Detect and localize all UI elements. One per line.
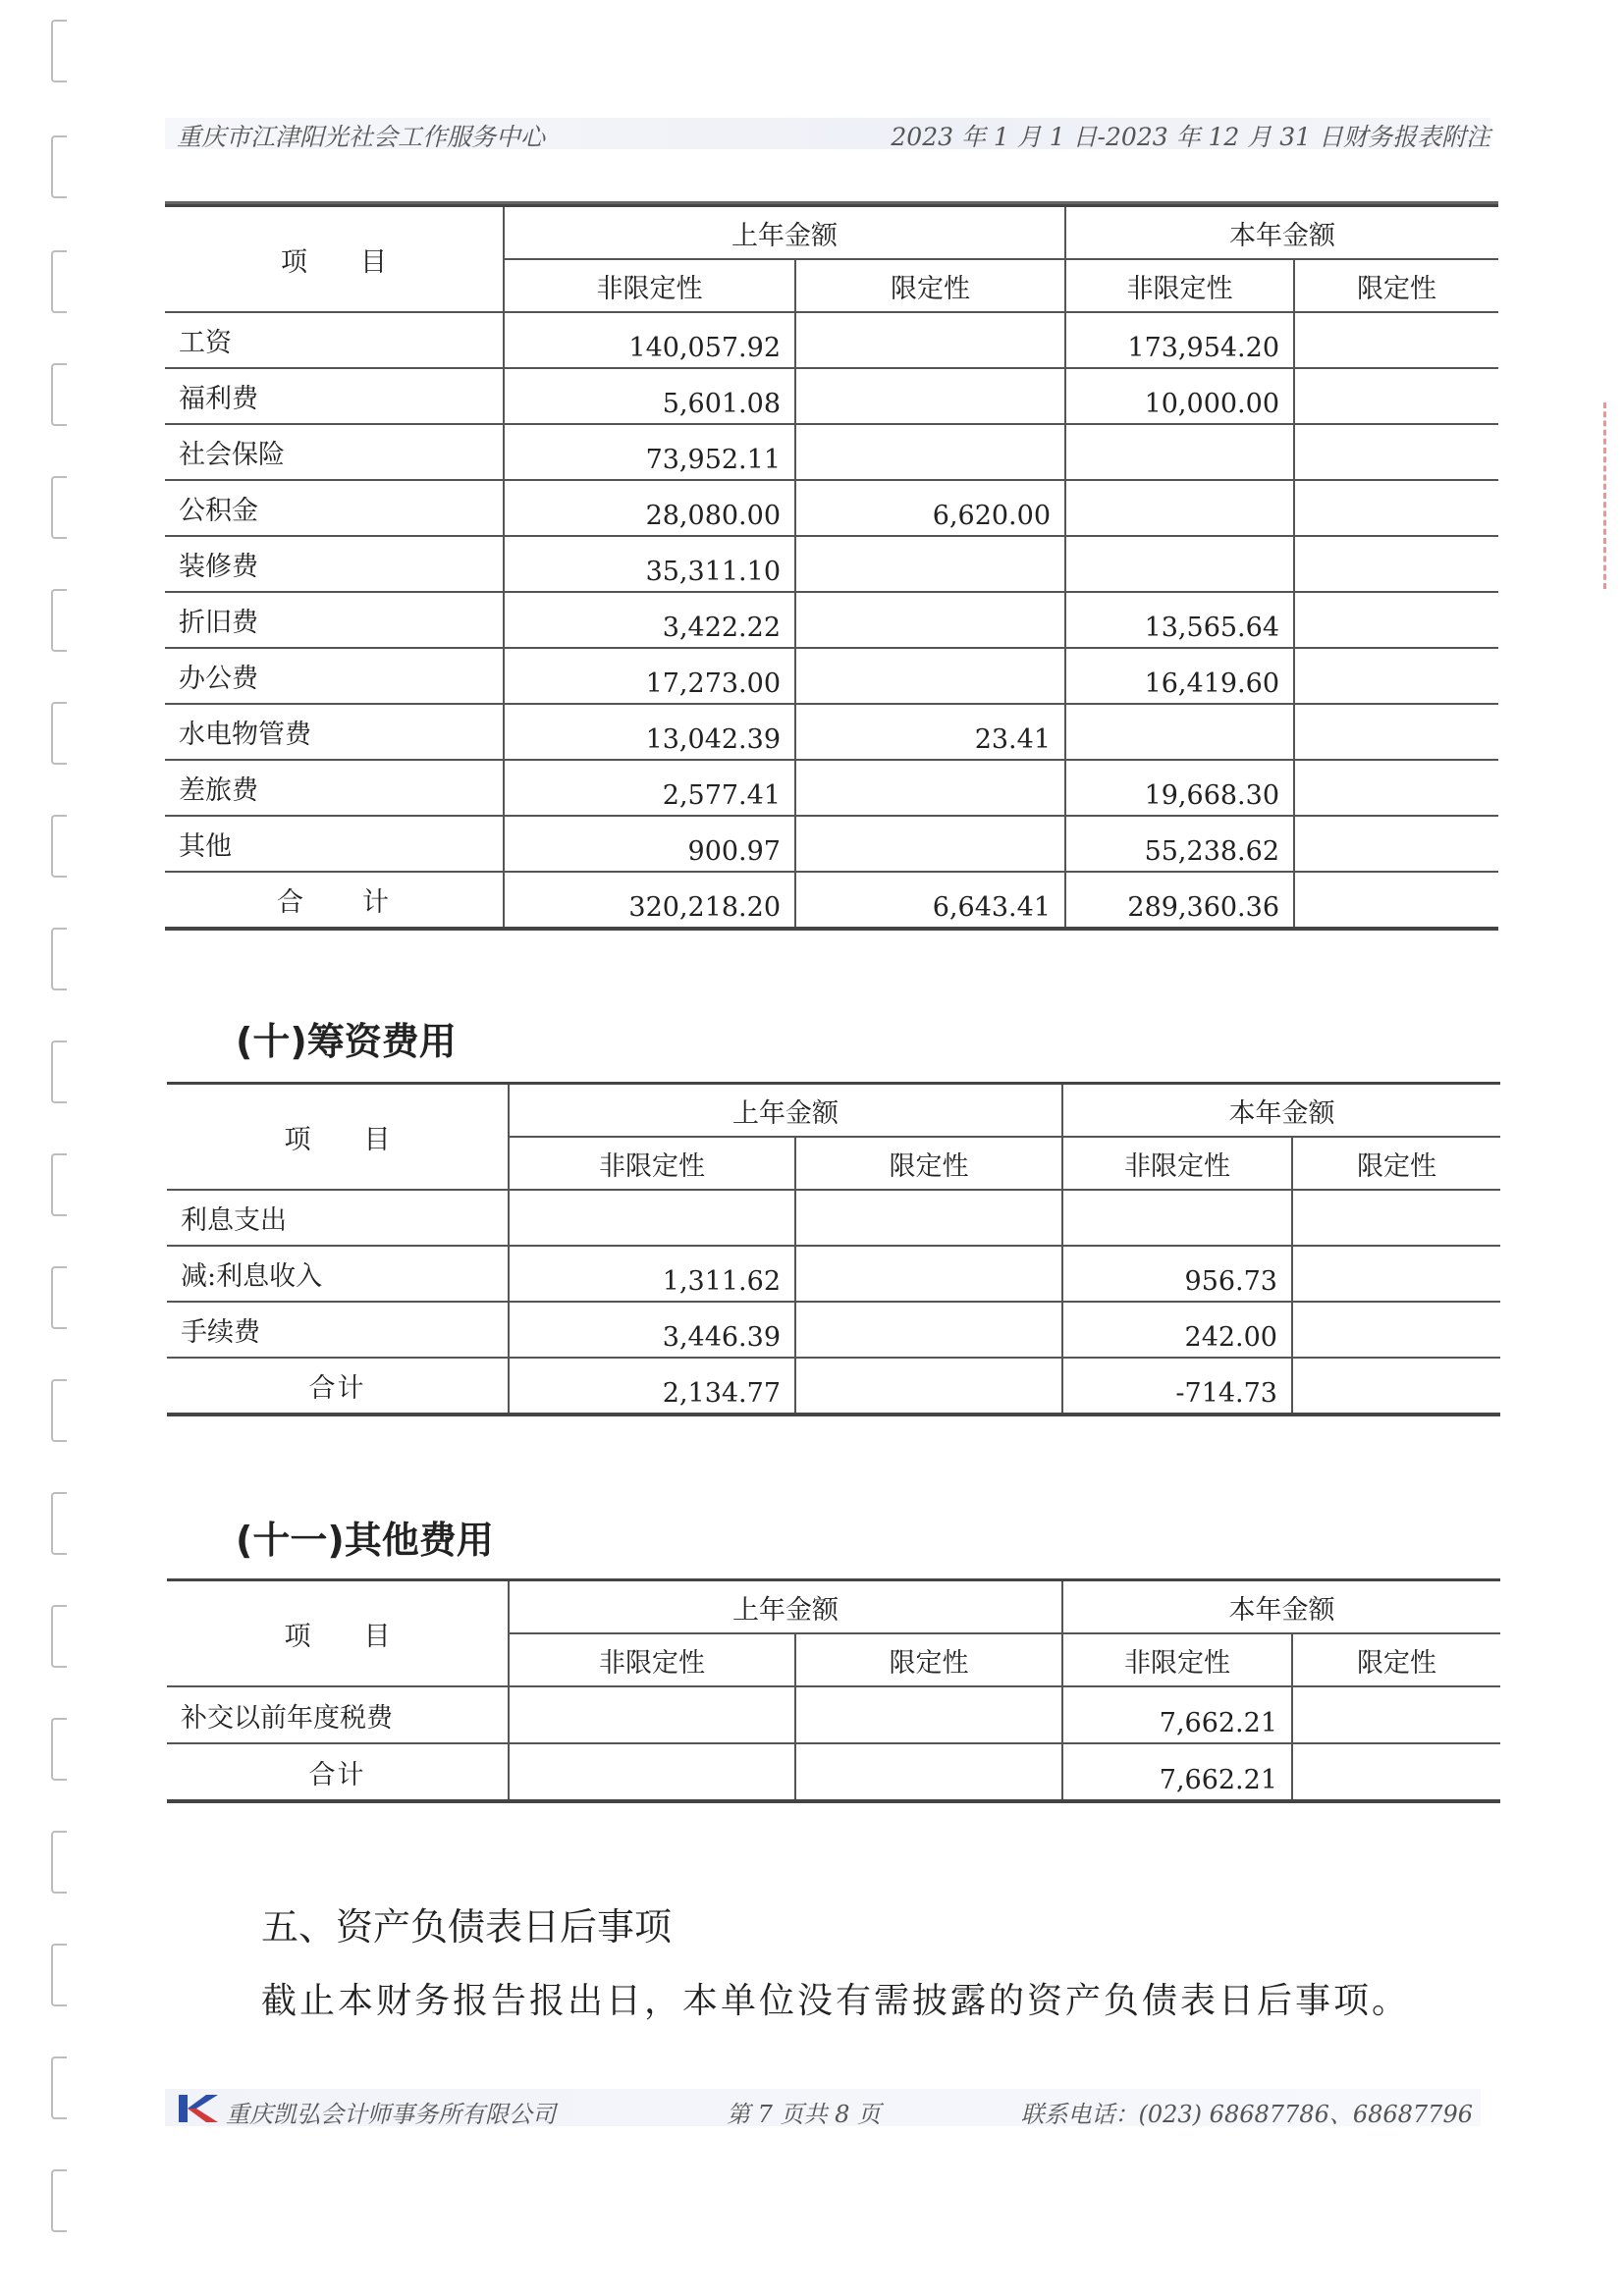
table-row xyxy=(165,704,1498,760)
table-row xyxy=(165,816,1498,872)
cell-curr-restricted xyxy=(1294,592,1498,648)
section-11-title: (十一)其他费用 xyxy=(236,1519,494,1562)
cell-curr-unrestricted: -714.73 xyxy=(1062,1358,1292,1415)
cell-curr-restricted xyxy=(1292,1686,1500,1743)
page-header xyxy=(165,116,1490,151)
table-row xyxy=(167,1190,1500,1246)
cell-prev-restricted xyxy=(795,424,1065,480)
col-prev-year-header: 上年金额 xyxy=(509,1580,1062,1634)
row-item-label: 手续费 xyxy=(167,1302,509,1358)
col-item-header: 项 目 xyxy=(167,1580,509,1687)
cell-curr-unrestricted: 13,565.64 xyxy=(1065,592,1294,648)
row-item-label: 社会保险 xyxy=(165,424,504,480)
cell-curr-restricted xyxy=(1294,816,1498,872)
cell-curr-restricted xyxy=(1292,1358,1500,1415)
col-curr-unrestricted: 非限定性 xyxy=(1062,1633,1292,1686)
row-item-label: 折旧费 xyxy=(165,592,504,648)
cell-curr-restricted xyxy=(1294,760,1498,816)
col-curr-unrestricted: 非限定性 xyxy=(1062,1137,1292,1190)
cell-prev-restricted xyxy=(795,312,1065,368)
col-curr-restricted: 限定性 xyxy=(1292,1137,1500,1190)
header-period: 2023 年 1 月 1 日-2023 年 12 月 31 日财务报表附注 xyxy=(891,123,1490,151)
cell-prev-unrestricted: 17,273.00 xyxy=(504,648,795,704)
col-prev-restricted: 限定性 xyxy=(795,259,1065,312)
row-item-label: 其他 xyxy=(165,816,504,872)
footer-page-number: 第 7 页共 8 页 xyxy=(727,2101,882,2128)
cell-prev-unrestricted xyxy=(509,1743,795,1801)
cell-prev-restricted: 23.41 xyxy=(795,704,1065,760)
col-prev-unrestricted: 非限定性 xyxy=(504,259,795,312)
cell-curr-restricted xyxy=(1294,312,1498,368)
cell-prev-unrestricted: 13,042.39 xyxy=(504,704,795,760)
col-prev-year-header: 上年金额 xyxy=(509,1084,1062,1138)
col-curr-year-header: 本年金额 xyxy=(1062,1580,1500,1634)
cell-curr-restricted xyxy=(1292,1190,1500,1246)
col-curr-restricted: 限定性 xyxy=(1292,1633,1500,1686)
page-footer xyxy=(177,2091,1473,2130)
cell-prev-unrestricted xyxy=(509,1190,795,1246)
cell-prev-restricted xyxy=(795,816,1065,872)
col-prev-year-header: 上年金额 xyxy=(504,206,1065,260)
cell-curr-unrestricted xyxy=(1065,704,1294,760)
cell-curr-restricted xyxy=(1294,648,1498,704)
cell-prev-unrestricted: 140,057.92 xyxy=(504,312,795,368)
row-item-label: 福利费 xyxy=(165,368,504,424)
expense-table-body xyxy=(165,312,1498,929)
cell-prev-restricted xyxy=(795,1743,1062,1801)
cell-prev-restricted xyxy=(795,368,1065,424)
cell-curr-unrestricted xyxy=(1062,1190,1292,1246)
cell-prev-restricted xyxy=(795,1686,1062,1743)
table-row xyxy=(165,536,1498,592)
financing-cost-table xyxy=(167,1082,1500,1416)
cell-prev-unrestricted xyxy=(509,1686,795,1743)
cell-curr-unrestricted: 289,360.36 xyxy=(1065,872,1294,929)
cell-prev-unrestricted: 320,218.20 xyxy=(504,872,795,929)
cell-prev-unrestricted: 3,446.39 xyxy=(509,1302,795,1358)
table-row xyxy=(167,1686,1500,1743)
cell-prev-restricted xyxy=(795,760,1065,816)
table-header-row xyxy=(167,1580,1500,1634)
cell-prev-restricted: 6,643.41 xyxy=(795,872,1065,929)
cell-curr-unrestricted xyxy=(1065,424,1294,480)
col-curr-year-header: 本年金额 xyxy=(1065,206,1498,260)
cell-prev-unrestricted: 28,080.00 xyxy=(504,480,795,536)
cell-prev-restricted xyxy=(795,1190,1062,1246)
cell-curr-unrestricted: 7,662.21 xyxy=(1062,1743,1292,1801)
cell-prev-unrestricted: 2,134.77 xyxy=(509,1358,795,1415)
col-prev-restricted: 限定性 xyxy=(795,1633,1062,1686)
table-row xyxy=(165,368,1498,424)
cell-prev-restricted xyxy=(795,1302,1062,1358)
other-expense-table-body xyxy=(167,1686,1500,1801)
cell-curr-unrestricted xyxy=(1065,480,1294,536)
cell-prev-restricted: 6,620.00 xyxy=(795,480,1065,536)
col-curr-unrestricted: 非限定性 xyxy=(1065,259,1294,312)
scan-edge-mark xyxy=(1603,402,1612,589)
firm-logo-icon xyxy=(177,2093,220,2124)
cell-curr-restricted xyxy=(1292,1302,1500,1358)
col-prev-restricted: 限定性 xyxy=(795,1137,1062,1190)
cell-curr-restricted xyxy=(1292,1246,1500,1302)
row-item-label: 减:利息收入 xyxy=(167,1246,509,1302)
expense-table xyxy=(165,204,1498,931)
col-curr-year-header: 本年金额 xyxy=(1062,1084,1500,1138)
cell-prev-unrestricted: 1,311.62 xyxy=(509,1246,795,1302)
table-total-row xyxy=(167,1358,1500,1415)
cell-prev-unrestricted: 900.97 xyxy=(504,816,795,872)
cell-prev-unrestricted: 35,311.10 xyxy=(504,536,795,592)
row-item-label: 工资 xyxy=(165,312,504,368)
col-prev-unrestricted: 非限定性 xyxy=(509,1137,795,1190)
cell-curr-unrestricted: 242.00 xyxy=(1062,1302,1292,1358)
row-item-label: 差旅费 xyxy=(165,760,504,816)
table-header-row xyxy=(165,206,1498,260)
col-curr-restricted: 限定性 xyxy=(1294,259,1498,312)
cell-curr-unrestricted: 19,668.30 xyxy=(1065,760,1294,816)
row-item-label: 办公费 xyxy=(165,648,504,704)
col-item-header: 项 目 xyxy=(167,1084,509,1191)
section-5-title: 五、资产负债表日后事项 xyxy=(261,1905,673,1949)
table-row xyxy=(165,424,1498,480)
row-item-label: 补交以前年度税费 xyxy=(167,1686,509,1743)
cell-curr-restricted xyxy=(1294,704,1498,760)
table-row xyxy=(167,1302,1500,1358)
col-item-header: 项 目 xyxy=(165,206,504,313)
cell-prev-restricted xyxy=(795,648,1065,704)
cell-curr-unrestricted: 10,000.00 xyxy=(1065,368,1294,424)
footer-contact: 联系电话：(023) 68687786、68687796 xyxy=(1020,2101,1473,2128)
cell-curr-restricted xyxy=(1294,872,1498,929)
table-total-row xyxy=(165,872,1498,929)
cell-prev-unrestricted: 5,601.08 xyxy=(504,368,795,424)
cell-prev-unrestricted: 2,577.41 xyxy=(504,760,795,816)
row-item-label: 合计 xyxy=(167,1358,509,1415)
cell-curr-restricted xyxy=(1294,424,1498,480)
cell-curr-unrestricted: 16,419.60 xyxy=(1065,648,1294,704)
cell-curr-restricted xyxy=(1294,480,1498,536)
other-expense-table xyxy=(167,1578,1500,1803)
section-10-title: (十)筹资费用 xyxy=(236,1020,457,1063)
row-item-label: 装修费 xyxy=(165,536,504,592)
cell-prev-restricted xyxy=(795,1246,1062,1302)
binding-marks xyxy=(43,0,82,2296)
cell-prev-restricted xyxy=(795,592,1065,648)
row-item-label: 利息支出 xyxy=(167,1190,509,1246)
table-row xyxy=(167,1246,1500,1302)
cell-prev-restricted xyxy=(795,1358,1062,1415)
cell-curr-restricted xyxy=(1294,368,1498,424)
table-row xyxy=(165,592,1498,648)
table-row xyxy=(165,760,1498,816)
header-org: 重庆市江津阳光社会工作服务中心 xyxy=(177,123,546,151)
col-prev-unrestricted: 非限定性 xyxy=(509,1633,795,1686)
table-row xyxy=(165,312,1498,368)
row-item-label: 水电物管费 xyxy=(165,704,504,760)
table-header-row xyxy=(167,1084,1500,1138)
cell-curr-unrestricted: 173,954.20 xyxy=(1065,312,1294,368)
financing-cost-table-body xyxy=(167,1190,1500,1415)
cell-prev-unrestricted: 73,952.11 xyxy=(504,424,795,480)
section-5-text: 截止本财务报告报出日，本单位没有需披露的资产负债表日后事项。 xyxy=(261,1981,1411,2021)
cell-prev-restricted xyxy=(795,536,1065,592)
row-item-label: 公积金 xyxy=(165,480,504,536)
table-row xyxy=(165,648,1498,704)
cell-curr-restricted xyxy=(1292,1743,1500,1801)
cell-curr-unrestricted xyxy=(1065,536,1294,592)
cell-curr-unrestricted: 956.73 xyxy=(1062,1246,1292,1302)
cell-prev-unrestricted: 3,422.22 xyxy=(504,592,795,648)
row-item-label: 合计 xyxy=(167,1743,509,1801)
table-total-row xyxy=(167,1743,1500,1801)
table-row xyxy=(165,480,1498,536)
row-item-label: 合 计 xyxy=(165,872,504,929)
footer-firm: 重庆凯弘会计师事务所有限公司 xyxy=(226,2101,556,2128)
cell-curr-unrestricted: 55,238.62 xyxy=(1065,816,1294,872)
cell-curr-unrestricted: 7,662.21 xyxy=(1062,1686,1292,1743)
cell-curr-restricted xyxy=(1294,536,1498,592)
